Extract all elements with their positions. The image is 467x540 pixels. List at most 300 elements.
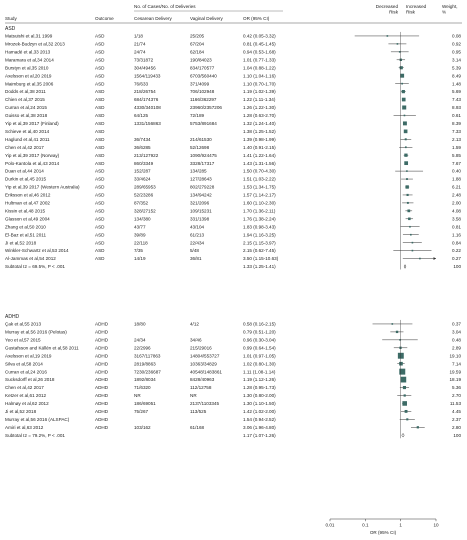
weight-cell: 7.14 — [452, 361, 461, 367]
subtotal-diamond — [404, 265, 406, 269]
outcome-cell: ADHD — [95, 329, 109, 335]
study-name: Polo-Kantola et al,43 2014 — [5, 160, 60, 166]
study-name: Halmøy et al,62 2012 — [5, 401, 49, 407]
outcome-cell: ASD — [95, 200, 105, 206]
outcome-cell: ASD — [95, 152, 105, 158]
or-ci-cell: 1.94 (1.16-3.25) — [243, 232, 276, 238]
vaginal-cell: 4/12 — [190, 321, 199, 327]
or-ci-cell: 1.50 (0.70-4.30) — [243, 168, 276, 174]
outcome-cell: ASD — [95, 248, 105, 254]
header-or: OR (95% CI) — [243, 16, 270, 21]
point-estimate — [405, 410, 408, 413]
header-group-label: No. of Cases/No. of Deliveries — [134, 4, 196, 9]
or-ci-cell: 1.26 (1.22-1.30) — [243, 105, 276, 111]
weight-cell: 8.93 — [452, 105, 461, 111]
vaginal-cell: 109/15231 — [190, 208, 212, 214]
cesarean-cell: 7230/236687 — [134, 369, 161, 375]
cesarean-cell: 2819/8863 — [134, 361, 156, 367]
weight-cell: 2.13 — [452, 136, 461, 142]
vaginal-cell: 52/12698 — [190, 144, 210, 150]
point-estimate — [400, 66, 403, 69]
or-ci-cell: 1.04 (0.88-1.22) — [243, 65, 276, 71]
study-name: Amiri et al,63 2012 — [5, 424, 44, 430]
cesarean-cell: 289/65953 — [134, 184, 156, 190]
outcome-cell: ADHD — [95, 353, 109, 359]
outcome-cell: ASD — [95, 105, 105, 111]
study-name: Murray et al,56 2016 (Pelotas) — [5, 329, 67, 335]
study-name: Hultman et al,47 2002 — [5, 200, 50, 206]
or-ci-cell: 0.94 (0.53-1.68) — [243, 49, 276, 55]
vaginal-cell: 3328/17317 — [190, 160, 215, 166]
ci-arrow — [434, 257, 437, 260]
study-name: Çak et al,55 2013 — [5, 321, 42, 327]
header-outcome: Outcome — [95, 16, 114, 21]
study-name: Kissin et al,48 2015 — [5, 208, 46, 214]
or-ci-cell: 1.53 (1.34-1.75) — [243, 184, 276, 190]
weight-cell: 5.39 — [452, 65, 461, 71]
weight-cell: 7.33 — [452, 128, 461, 134]
study-name: Gustafsson and Källén et al,58 2011 — [5, 345, 79, 351]
or-ci-cell: 1.19 (1.02-1.39) — [243, 89, 276, 95]
or-ci-cell: 1.32 (1.24-1.40) — [243, 121, 276, 126]
weight-cell: 2.70 — [452, 393, 461, 399]
outcome-cell: ADHD — [95, 321, 109, 327]
point-estimate — [404, 394, 406, 396]
study-name: Duan et al,44 2014 — [5, 168, 44, 174]
or-ci-cell: 1.54 (0.94-2.52) — [243, 416, 276, 422]
vaginal-cell: 321/2096 — [190, 200, 210, 206]
subtotal-weight: 100 — [453, 432, 461, 438]
cesarean-cell: 71/6320 — [134, 385, 151, 391]
study-name: Matsuishi et al,31 1999 — [5, 33, 53, 39]
vaginal-cell: 72/189 — [190, 113, 205, 119]
weight-cell: 0.61 — [452, 113, 461, 119]
weight-cell: 3.14 — [452, 57, 461, 63]
study-name: Sucksdorff et al,26 2018 — [5, 377, 55, 383]
or-ci-cell: 1.42 (1.02-2.00) — [243, 409, 276, 414]
cesarean-cell: 39/89 — [134, 232, 146, 238]
vaginal-cell: 40548/1483861 — [190, 369, 222, 375]
cesarean-cell: 14/19 — [134, 256, 146, 262]
subtotal-or-ci: 1.17 (1.07-1.26) — [243, 432, 276, 438]
or-ci-cell: 1.01 (0.97-1.05) — [243, 353, 276, 359]
weight-cell: 5.69 — [452, 89, 461, 95]
point-estimate — [403, 121, 407, 125]
outcome-cell: ADHD — [95, 385, 109, 391]
outcome-cell: ASD — [95, 184, 105, 190]
study-name: Schieve et al,40 2014 — [5, 128, 50, 134]
cesarean-cell: 684/174376 — [134, 97, 159, 103]
outcome-cell: ASD — [95, 65, 105, 71]
header-increased-risk: Increased Risk — [406, 4, 427, 15]
outcome-cell: ASD — [95, 144, 105, 150]
point-estimate — [402, 90, 405, 93]
weight-cell: 0.48 — [452, 337, 461, 343]
cesarean-cell: 328/27152 — [134, 208, 156, 214]
tick-label: 1 — [399, 522, 402, 528]
study-name: Glasson et al,49 2004 — [5, 216, 50, 222]
outcome-cell: ASD — [95, 192, 105, 198]
point-estimate — [412, 250, 414, 252]
outcome-cell: ADHD — [95, 401, 109, 407]
weight-cell: 2.00 — [452, 200, 461, 206]
vaginal-cell: 113/525 — [190, 409, 207, 414]
point-estimate — [407, 194, 409, 196]
cesarean-cell: NR — [134, 393, 141, 399]
point-estimate — [405, 138, 407, 140]
or-ci-cell: 1.60 (1.10-2.30) — [243, 200, 276, 206]
vaginal-cell: 214/61530 — [190, 136, 212, 142]
outcome-cell: ASD — [95, 168, 105, 174]
vaginal-cell: 134/94242 — [190, 192, 212, 198]
vaginal-cell: 61/168 — [190, 424, 205, 430]
outcome-cell: ASD — [95, 224, 105, 230]
cesarean-cell: 36/6285 — [134, 144, 151, 150]
point-estimate — [406, 418, 408, 420]
cesarean-cell: 218/26754 — [134, 89, 156, 95]
or-ci-cell: 1.10 (1.04-1.16) — [243, 73, 276, 79]
weight-cell: 1.16 — [452, 232, 461, 238]
point-estimate — [403, 386, 406, 389]
header-weight: Weight, % — [442, 4, 458, 15]
study-name: Axelsson et al,19 2019 — [5, 353, 52, 359]
study-name: Yip et al,39 2017 (Finland) — [5, 121, 59, 126]
cesarean-cell: 33/4624 — [134, 176, 151, 182]
or-ci-cell: 1.19 (1.12-1.26) — [243, 377, 276, 383]
cesarean-cell: 21/74 — [134, 41, 146, 47]
study-name: Dodds et al,38 2011 — [5, 89, 46, 95]
or-ci-cell: 1.51 (1.03-2.22) — [243, 176, 276, 182]
vaginal-cell: 834/170577 — [190, 65, 215, 71]
or-ci-cell: 1.41 (1.22-1.64) — [243, 152, 276, 158]
outcome-cell: ADHD — [95, 361, 109, 367]
point-estimate — [399, 369, 405, 375]
weight-cell: 2.80 — [452, 424, 461, 430]
study-name: Chen et al,42 2017 — [5, 144, 44, 150]
point-estimate — [407, 209, 410, 212]
outcome-cell: ASD — [95, 49, 105, 55]
point-estimate — [417, 426, 419, 428]
cesarean-cell: 73/31872 — [134, 57, 154, 63]
vaginal-cell: 23960/2357206 — [190, 105, 222, 111]
subtotal-or-ci: 1.33 (1.25-1.41) — [243, 264, 276, 270]
study-name: Yip et al,39 2017 (Western Australia) — [5, 184, 80, 190]
weight-cell: 0.27 — [452, 256, 461, 262]
outcome-cell: ASD — [95, 89, 105, 95]
point-estimate — [405, 146, 407, 148]
point-estimate — [404, 161, 408, 165]
study-name: Ji et al,52 2018 — [5, 240, 37, 246]
weight-cell: 2.89 — [452, 345, 461, 351]
weight-cell: 2.37 — [452, 416, 461, 422]
cesarean-cell: 103/162 — [134, 424, 151, 430]
weight-cell: 2.48 — [452, 192, 461, 198]
or-ci-cell: 1.30 (1.10-1.50) — [243, 401, 276, 407]
vaginal-cell: 61/213 — [190, 232, 205, 238]
or-ci-cell: 0.58 (0.16-2.15) — [243, 321, 276, 327]
cesarean-cell: 3167/117863 — [134, 353, 161, 359]
study-name: El-Baz et al,51 2011 — [5, 232, 47, 238]
outcome-cell: ASD — [95, 216, 105, 222]
vaginal-cell: NR — [190, 393, 197, 399]
weight-cell: 18.19 — [449, 377, 461, 383]
weight-cell: 0.92 — [452, 41, 461, 47]
vaginal-cell: 6703/560440 — [190, 73, 217, 79]
point-estimate — [401, 83, 403, 85]
tick-label: 0.1 — [362, 522, 369, 528]
point-estimate — [409, 226, 411, 228]
weight-cell: 7.43 — [452, 97, 461, 103]
vaginal-cell: 371/4099 — [190, 81, 210, 87]
cesarean-cell: 76/633 — [134, 81, 149, 87]
cesarean-cell: 1892/8034 — [134, 377, 156, 383]
outcome-cell: ASD — [95, 57, 105, 63]
cesarean-cell: 75/267 — [134, 409, 149, 414]
outcome-cell: ASD — [95, 136, 105, 142]
cesarean-cell: 7/35 — [134, 248, 143, 254]
weight-cell: 3.04 — [452, 329, 461, 335]
outcome-cell: ASD — [95, 113, 105, 119]
weight-cell: 0.95 — [452, 49, 461, 55]
outcome-cell: ADHD — [95, 393, 109, 399]
weight-cell: 19.10 — [449, 353, 461, 359]
cesarean-cell: 22/118 — [134, 240, 148, 246]
weight-cell: 0.81 — [452, 224, 461, 230]
outcome-cell: ADHD — [95, 377, 109, 383]
vaginal-cell: 331/1398 — [190, 216, 210, 222]
point-estimate — [402, 98, 406, 102]
point-estimate — [399, 362, 403, 366]
or-ci-cell: 1.28 (0.95-1.73) — [243, 385, 276, 391]
outcome-cell: ASD — [95, 33, 105, 39]
weight-cell: 7.67 — [452, 160, 461, 166]
study-name: Yip et al,39 2017 (Norway) — [5, 152, 60, 158]
vaginal-cell: 22/434 — [190, 240, 205, 246]
vaginal-cell: 10363/34829 — [190, 361, 217, 367]
outcome-cell: ASD — [95, 128, 105, 134]
or-ci-cell: 0.81 (0.45-1.45) — [243, 41, 276, 47]
or-ci-cell: 0.99 (0.64-1.54) — [243, 345, 276, 351]
study-name: Ketzer et al,61 2012 — [5, 393, 47, 399]
vaginal-cell: 67/204 — [190, 41, 205, 47]
or-ci-cell: 1.30 (0.80-2.00) — [243, 393, 276, 399]
or-ci-cell: 0.96 (0.30-3.04) — [243, 337, 276, 343]
cesarean-cell: 1564/119433 — [134, 73, 161, 79]
point-estimate — [400, 377, 406, 383]
vaginal-cell: 43/104 — [190, 224, 205, 230]
rows-layer — [5, 26, 461, 438]
or-ci-cell: 1.43 (1.31-1.56) — [243, 160, 276, 166]
cesarean-cell: 43/77 — [134, 224, 146, 230]
outcome-cell: ASD — [95, 73, 105, 79]
cesarean-cell: 87/352 — [134, 200, 149, 206]
or-ci-cell: 3.50 (1.15-10.63) — [243, 256, 279, 262]
study-name: Zhang et al,50 2010 — [5, 224, 46, 230]
study-name: Silva et al,58 2014 — [5, 361, 43, 367]
outcome-cell: ASD — [95, 160, 105, 166]
point-estimate — [406, 170, 408, 172]
point-estimate — [419, 258, 421, 260]
cesarean-cell: 64/125 — [134, 113, 149, 119]
or-ci-cell: 1.22 (1.11-1.34) — [243, 97, 276, 103]
study-name: Maimburg et al,35 2006 — [5, 81, 54, 87]
cesarean-cell: 22/2996 — [134, 345, 151, 351]
point-estimate — [397, 43, 399, 45]
or-ci-cell: 1.11 (1.08-1.14) — [243, 369, 276, 375]
or-ci-cell: 1.70 (1.36-2.11) — [243, 208, 276, 214]
vaginal-cell: 802/279228 — [190, 184, 215, 190]
outcome-cell: ADHD — [95, 409, 109, 414]
cesarean-cell: 134/380 — [134, 216, 151, 222]
weight-cell: 0.37 — [452, 321, 461, 327]
header-decreased-risk: Decreased Risk — [375, 4, 398, 15]
or-ci-cell: 1.02 (0.80-1.30) — [243, 361, 276, 367]
x-axis — [326, 519, 439, 535]
point-estimate — [399, 51, 401, 53]
weight-cell: 0.22 — [452, 248, 461, 254]
cesarean-cell: 24/74 — [134, 49, 146, 55]
or-ci-cell: 1.57 (1.14-2.17) — [243, 192, 276, 198]
weight-cell: 1.59 — [452, 144, 461, 150]
outcome-cell: ASD — [95, 121, 105, 126]
cesarean-cell: 304/49456 — [134, 65, 156, 71]
outcome-cell: ADHD — [95, 369, 109, 375]
study-name: Curran et al,24 2016 — [5, 369, 47, 375]
vaginal-cell: 134/285 — [190, 168, 207, 174]
or-ci-cell: 1.76 (1.38-2.24) — [243, 216, 276, 222]
point-estimate — [406, 178, 408, 180]
point-estimate — [402, 105, 406, 109]
or-ci-cell: 1.28 (0.63-2.70) — [243, 113, 276, 119]
cesarean-cell: 1331/156863 — [134, 121, 161, 126]
or-ci-cell: 3.06 (1.96-4.80) — [243, 424, 276, 430]
cesarean-cell: 1/18 — [134, 33, 143, 39]
cesarean-cell: 36/7434 — [134, 136, 151, 142]
subtotal-weight: 100 — [453, 264, 461, 270]
study-name: Eriksson et al,46 2012 — [5, 192, 51, 198]
outcome-cell: ASD — [95, 208, 105, 214]
study-name: Mrozek-Budzyn et al,32 2013 — [5, 41, 65, 47]
vaginal-cell: 8428/40963 — [190, 377, 215, 383]
subtotal-label: Subtotal I2 = 79.2%, P < .001 — [5, 432, 65, 438]
section-label: ADHD — [5, 314, 20, 320]
cesarean-cell: 860/3349 — [134, 160, 154, 166]
point-estimate — [406, 185, 409, 188]
outcome-cell: ADHD — [95, 345, 109, 351]
or-ci-cell: 1.10 (0.70-1.70) — [243, 81, 276, 87]
weight-cell: 8.49 — [452, 73, 461, 79]
or-ci-cell: 1.83 (0.98-3.43) — [243, 224, 276, 230]
study-name: Guisso et al,38 2018 — [5, 113, 48, 119]
header-study: Study — [5, 16, 17, 21]
cesarean-cell: 24/34 — [134, 337, 146, 343]
weight-cell: 5.85 — [452, 152, 461, 158]
point-estimate — [404, 115, 406, 117]
vaginal-cell: 36/81 — [190, 256, 202, 262]
subtotal-diamond — [402, 433, 405, 437]
cesarean-cell: 18/80 — [134, 321, 146, 327]
weight-cell: 6.21 — [452, 184, 461, 190]
vaginal-cell: 2137/1103345 — [190, 401, 220, 407]
or-ci-cell: 1.38 (1.25-1.52) — [243, 128, 276, 134]
vaginal-cell: 127/28643 — [190, 176, 212, 182]
study-name: Murray et al,56 2016 (ALSPAC) — [5, 416, 70, 422]
weight-cell: 4.45 — [452, 409, 461, 414]
point-estimate — [404, 130, 408, 134]
header-vaginal: Vaginal Delivery — [190, 16, 223, 21]
point-estimate — [387, 35, 389, 37]
x-axis-label: OR (95% CI) — [369, 530, 397, 535]
section-label: ASD — [5, 26, 16, 32]
point-estimate — [404, 154, 407, 157]
point-estimate — [410, 234, 412, 236]
point-estimate — [408, 218, 411, 221]
vaginal-cell: 62/184 — [190, 49, 205, 55]
outcome-cell: ASD — [95, 97, 105, 103]
study-name: Winkler-Schwartz et al,53 2014 — [5, 248, 69, 254]
point-estimate — [402, 401, 407, 406]
vaginal-cell: 25/205 — [190, 33, 205, 39]
cesarean-cell: 4330/340108 — [134, 105, 161, 111]
cesarean-cell: 213/127922 — [134, 152, 159, 158]
study-name: Yeo et al,57 2015 — [5, 337, 41, 343]
cesarean-cell: 52/23286 — [134, 192, 154, 198]
outcome-cell: ADHD — [95, 416, 109, 422]
header-cesarean: Cesarean Delivery — [134, 16, 172, 21]
vaginal-cell: 1090/924475 — [190, 152, 217, 158]
weight-cell: 0.84 — [452, 240, 461, 246]
study-name: Chen et al,42 2017 — [5, 385, 44, 391]
study-name: Chien et al,37 2015 — [5, 97, 45, 103]
point-estimate — [396, 331, 398, 333]
point-estimate — [412, 242, 414, 244]
subtotal-label: Subtotal I2 = 69.5%, P < .001 — [5, 264, 65, 270]
outcome-cell: ADHD — [95, 424, 109, 430]
study-name: Axelsson et al,20 2019 — [5, 73, 52, 79]
outcome-cell: ASD — [95, 81, 105, 87]
study-name: Hamadé et al,33 2013 — [5, 49, 51, 55]
vaginal-cell: 215/29016 — [190, 345, 212, 351]
outcome-cell: ASD — [95, 240, 105, 246]
study-name: Haglund et al,41 2011 — [5, 136, 50, 142]
outcome-cell: ASD — [95, 176, 105, 182]
or-ci-cell: 2.15 (1.15-3.97) — [243, 240, 276, 246]
weight-cell: 8.39 — [452, 121, 461, 126]
vaginal-cell: 190/84023 — [190, 57, 212, 63]
outcome-cell: ASD — [95, 256, 105, 262]
vaginal-cell: 34/46 — [190, 337, 202, 343]
study-name: Maramara et al,34 2014 — [5, 57, 54, 63]
vaginal-cell: 1166/362297 — [190, 97, 217, 103]
tick-label: 10 — [433, 522, 439, 528]
weight-cell: 3.58 — [452, 216, 461, 222]
vaginal-cell: 14804/553727 — [190, 353, 220, 359]
or-ci-cell: 1.40 (0.91-2.15) — [243, 144, 276, 150]
or-ci-cell: 0.42 (0.05-3.32) — [243, 33, 276, 39]
point-estimate — [392, 323, 394, 325]
weight-cell: 11.53 — [449, 401, 461, 407]
weight-cell: 1.48 — [452, 81, 461, 87]
outcome-cell: ASD — [95, 232, 105, 238]
study-name: Ji et al,52 2018 — [5, 409, 37, 414]
outcome-cell: ADHD — [95, 337, 109, 343]
weight-cell: 1.88 — [452, 176, 461, 182]
point-estimate — [407, 202, 409, 204]
vaginal-cell: 706/102948 — [190, 89, 215, 95]
weight-cell: 0.40 — [452, 168, 461, 174]
or-ci-cell: 0.79 (0.51-1.20) — [243, 329, 276, 335]
study-name: Burstyn et al,35 2010 — [5, 65, 49, 71]
